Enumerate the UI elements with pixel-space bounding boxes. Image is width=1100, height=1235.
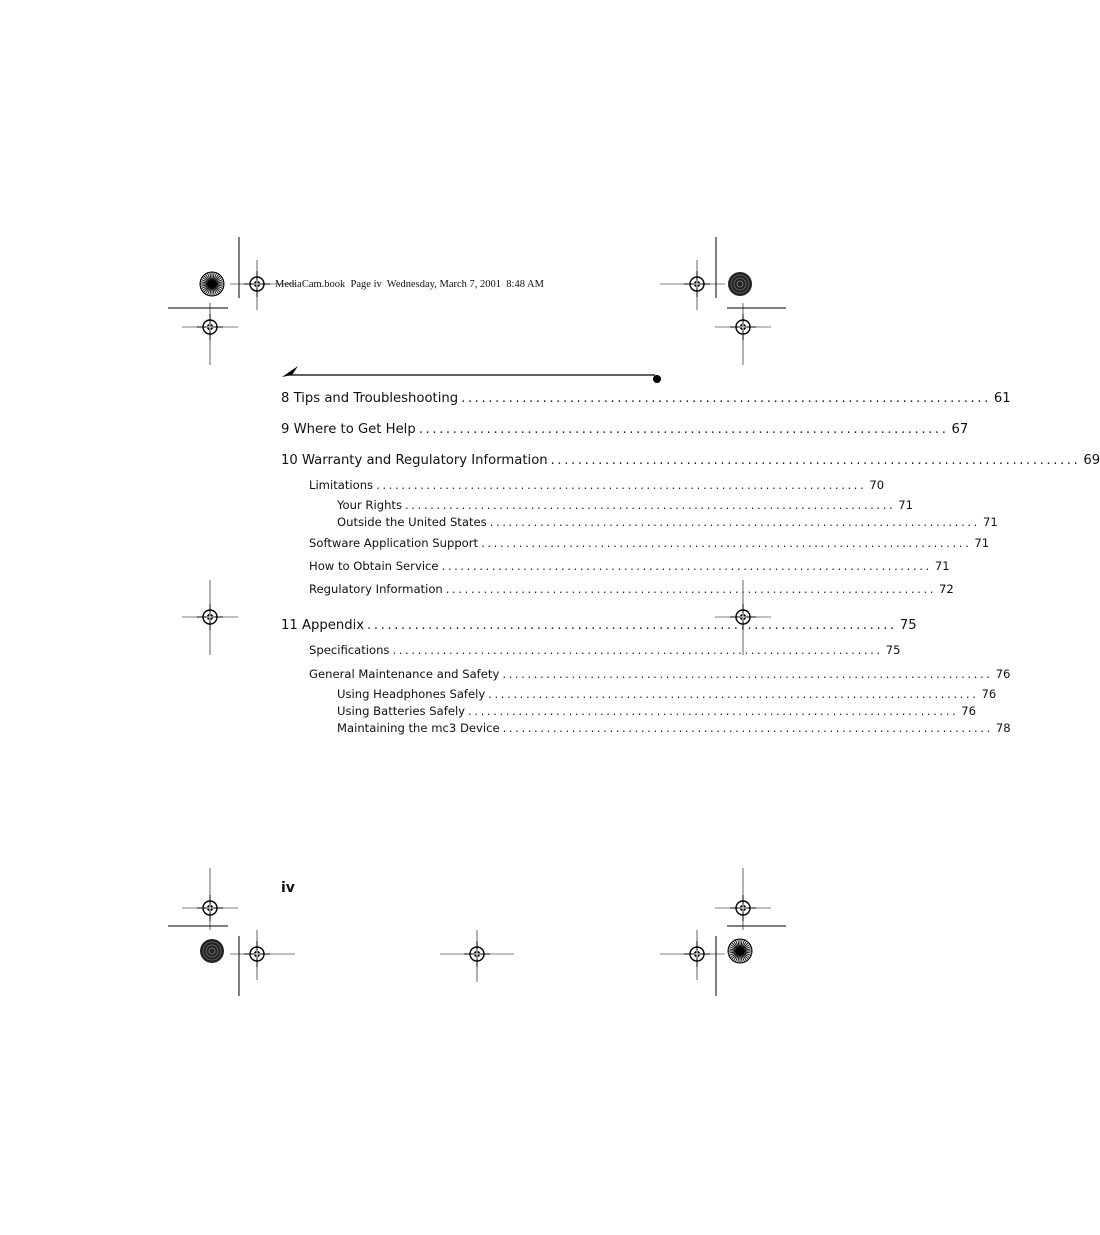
toc-entry-title: Your Rights [337, 498, 403, 512]
toc-dot-leader: .............................................................................. [392, 643, 883, 657]
toc-entry-title: Outside the United States [337, 515, 487, 529]
toc-dot-leader: .............................................................................. [418, 422, 949, 437]
toc-entry-where-to-get-help[interactable] [281, 422, 969, 437]
toc-entry-software-application-support[interactable] [309, 536, 990, 550]
toc-dot-leader: .............................................................................. [405, 498, 896, 512]
toc-entry-specifications[interactable] [309, 643, 901, 657]
toc-entry-title: 9 Where to Get Help [281, 422, 416, 437]
toc-entry-title: How to Obtain Service [309, 559, 439, 573]
toc-entry-using-batteries-safely[interactable] [337, 704, 977, 718]
toc-entry-page: 78 [995, 721, 1011, 735]
toc-entry-page: 61 [993, 391, 1011, 406]
toc-entry-title: General Maintenance and Safety [309, 667, 500, 681]
toc-entry-page: 69 [1083, 453, 1100, 468]
toc-entry-page: 76 [995, 667, 1011, 681]
toc-entry-page: 67 [951, 422, 969, 437]
toc-dot-leader: .............................................................................. [376, 478, 867, 492]
toc-entry-page: 71 [982, 515, 998, 529]
toc-entry-page: 76 [961, 704, 977, 718]
toc-entry-title: 11 Appendix [281, 618, 365, 633]
toc-entry-title: Maintaining the mc3 Device [337, 721, 500, 735]
toc-entry-title: 10 Warranty and Regulatory Information [281, 453, 548, 468]
toc-entry-how-to-obtain-service[interactable] [309, 559, 950, 573]
toc-entry-maintaining-mc3-device[interactable] [337, 721, 1011, 735]
toc-entry-page: 75 [899, 618, 917, 633]
toc-dot-leader: .............................................................................. [502, 667, 993, 681]
toc-entry-appendix[interactable] [281, 618, 917, 633]
toc-entry-title: Using Headphones Safely [337, 687, 486, 701]
toc-dot-leader: .............................................................................. [550, 453, 1081, 468]
toc-dot-leader: .............................................................................. [502, 721, 993, 735]
toc-dot-leader: .............................................................................. [461, 391, 991, 406]
toc-entry-limitations[interactable] [309, 478, 885, 492]
toc-entry-title: 8 Tips and Troubleshooting [281, 391, 459, 406]
toc-entry-title: Software Application Support [309, 536, 479, 550]
toc-dot-leader: .............................................................................. [445, 582, 937, 596]
toc-entry-page: 70 [869, 478, 885, 492]
toc-dot-leader: .............................................................................. [441, 559, 932, 573]
toc-entry-outside-united-states[interactable] [337, 515, 998, 529]
toc-dot-leader: .............................................................................. [488, 687, 979, 701]
toc-dot-leader: .............................................................................. [489, 515, 980, 529]
toc-dot-leader: .............................................................................. [468, 704, 959, 718]
toc-entry-title: Limitations [309, 478, 374, 492]
toc-entry-page: 71 [934, 559, 950, 573]
toc-entry-page: 71 [974, 536, 990, 550]
toc-entry-tips-troubleshooting[interactable] [281, 391, 1011, 406]
toc-entry-warranty-regulatory[interactable] [281, 453, 1100, 468]
toc-entry-title: Using Batteries Safely [337, 704, 466, 718]
toc-dot-leader: .............................................................................. [367, 618, 897, 633]
toc-entry-regulatory-information[interactable] [309, 582, 954, 596]
toc-entry-page: 71 [898, 498, 914, 512]
toc-entry-title: Specifications [309, 643, 390, 657]
toc-entry-page: 72 [939, 582, 954, 596]
toc-entry-page: 75 [885, 643, 901, 657]
toc-entry-title: Regulatory Information [309, 582, 443, 596]
toc-entry-using-headphones-safely[interactable] [337, 687, 997, 701]
toc-dot-leader: .............................................................................. [481, 536, 972, 550]
toc-entry-your-rights[interactable] [337, 498, 914, 512]
toc-entry-general-maintenance-safety[interactable] [309, 667, 1011, 681]
toc-entry-page: 76 [981, 687, 997, 701]
page-number: iv [281, 880, 295, 896]
print-slug: MediaCam.book Page iv Wednesday, March 7, 2001 8:48 AM [275, 279, 544, 290]
